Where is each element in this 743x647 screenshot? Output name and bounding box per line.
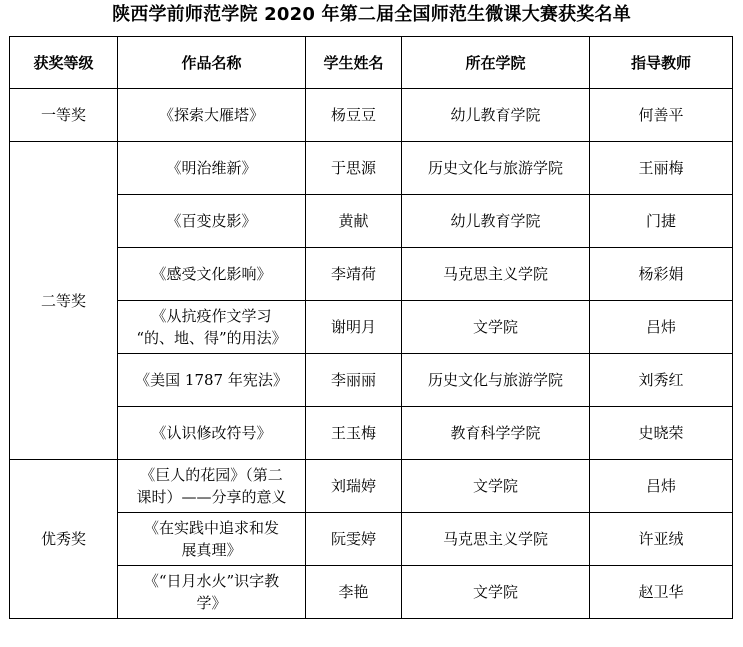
teacher-cell: 赵卫华: [590, 566, 733, 619]
teacher-cell: 吕炜: [590, 460, 733, 513]
work-title-cell: [118, 248, 306, 301]
award-level-cell: 优秀奖: [10, 460, 118, 619]
work-title-cell: [118, 513, 306, 566]
work-title-line: 《认识修改符号》: [151, 424, 272, 442]
table-row: [10, 513, 733, 566]
work-title-line: 《从抗疫作文学习: [151, 307, 272, 325]
work-title-line: 课时）——分享的意义: [136, 488, 287, 506]
college-cell: 历史文化与旅游学院: [402, 354, 590, 407]
work-title-cell: [118, 195, 306, 248]
teacher-cell: 史晓荣: [590, 407, 733, 460]
college-cell: 幼儿教育学院: [402, 89, 590, 142]
student-name-cell: 黄献: [306, 195, 402, 248]
student-name-cell: 李丽丽: [306, 354, 402, 407]
header-teacher: 指导教师: [590, 37, 733, 89]
work-title-cell: [118, 407, 306, 460]
work-title-line: 《美国 1787 年宪法》: [135, 371, 288, 389]
work-title-cell: [118, 460, 306, 513]
work-title-cell: [118, 301, 306, 354]
work-title-line: 展真理》: [181, 541, 242, 559]
work-title-line: 《感受文化影响》: [151, 265, 272, 283]
student-name-cell: 刘瑞婷: [306, 460, 402, 513]
header-level: 获奖等级: [10, 37, 118, 89]
work-title-cell: [118, 354, 306, 407]
student-name-cell: 王玉梅: [306, 407, 402, 460]
work-title-line: 《探索大雁塔》: [158, 106, 264, 124]
teacher-cell: 许亚绒: [590, 513, 733, 566]
work-title-line: “的、地、得”的用法》: [136, 329, 287, 347]
student-name-cell: 谢明月: [306, 301, 402, 354]
teacher-cell: 刘秀红: [590, 354, 733, 407]
work-title-line: 学》: [196, 594, 227, 612]
table-row: [10, 195, 733, 248]
work-title-line: 《“日月水火”识字教: [143, 572, 280, 590]
college-cell: 文学院: [402, 460, 590, 513]
college-cell: 教育科学学院: [402, 407, 590, 460]
work-title-line: 《明治维新》: [166, 159, 257, 177]
header-work: 作品名称: [118, 37, 306, 89]
table-row: [10, 566, 733, 619]
teacher-cell: 王丽梅: [590, 142, 733, 195]
student-name-cell: 李靖荷: [306, 248, 402, 301]
award-level-cell: 二等奖: [10, 142, 118, 460]
teacher-cell: 吕炜: [590, 301, 733, 354]
teacher-cell: 门捷: [590, 195, 733, 248]
header-row: [10, 37, 733, 89]
college-cell: 文学院: [402, 301, 590, 354]
table-row: [10, 142, 733, 195]
student-name-cell: 杨豆豆: [306, 89, 402, 142]
table-row: [10, 460, 733, 513]
award-level-cell: 一等奖: [10, 89, 118, 142]
table-row: [10, 248, 733, 301]
teacher-cell: 杨彩娟: [590, 248, 733, 301]
work-title-cell: [118, 142, 306, 195]
table-row: [10, 89, 733, 142]
page-title: 陕西学前师范学院 2020 年第二届全国师范生微课大赛获奖名单: [112, 4, 631, 25]
award-table: [9, 36, 733, 619]
college-cell: 马克思主义学院: [402, 248, 590, 301]
work-title-cell: [118, 89, 306, 142]
student-name-cell: 阮雯婷: [306, 513, 402, 566]
student-name-cell: 于思源: [306, 142, 402, 195]
work-title-cell: [118, 566, 306, 619]
college-cell: 文学院: [402, 566, 590, 619]
teacher-cell: 何善平: [590, 89, 733, 142]
table-row: [10, 354, 733, 407]
work-title-line: 《巨人的花园》（第二: [140, 466, 283, 484]
college-cell: 马克思主义学院: [402, 513, 590, 566]
header-student: 学生姓名: [306, 37, 402, 89]
header-college: 所在学院: [402, 37, 590, 89]
table-row: [10, 407, 733, 460]
work-title-line: 《在实践中追求和发: [143, 519, 279, 537]
student-name-cell: 李艳: [306, 566, 402, 619]
college-cell: 历史文化与旅游学院: [402, 142, 590, 195]
work-title-line: 《百变皮影》: [166, 212, 257, 230]
college-cell: 幼儿教育学院: [402, 195, 590, 248]
table-row: [10, 301, 733, 354]
